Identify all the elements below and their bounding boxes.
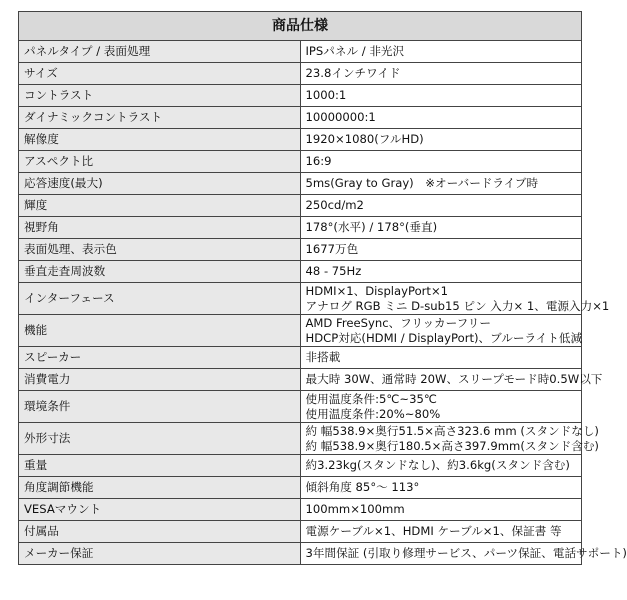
value-line: 250cd/m2 xyxy=(305,198,364,212)
table-row xyxy=(19,455,582,477)
row-value xyxy=(300,499,582,521)
value-line: 電源ケーブル×1、HDMI ケーブル×1、保証書 等 xyxy=(305,524,562,538)
table-title: 商品仕様 xyxy=(19,12,582,41)
table-row xyxy=(19,391,582,423)
table-row xyxy=(19,195,582,217)
row-label: 輝度 xyxy=(19,195,301,217)
table-row xyxy=(19,477,582,499)
value-line: 約 幅538.9×奥行51.5×高さ323.6 mm (スタンドなし) xyxy=(305,423,599,438)
value-line: 1677万色 xyxy=(305,242,359,256)
value-line: 23.8インチワイド xyxy=(305,66,401,80)
value-line: IPSパネル / 非光沢 xyxy=(305,44,405,58)
row-value xyxy=(300,347,582,369)
row-value xyxy=(300,477,582,499)
row-label: ダイナミックコントラスト xyxy=(19,107,301,129)
row-value xyxy=(300,239,582,261)
value-line: AMD FreeSync、フリッカーフリー xyxy=(305,315,491,330)
value-line: アナログ RGB ミニ D-sub15 ピン 入力× 1、電源入力×1 xyxy=(305,298,610,313)
value-line: 非搭載 xyxy=(305,350,341,364)
row-label: メーカー保証 xyxy=(19,543,301,565)
row-label: 外形寸法 xyxy=(19,423,301,455)
row-value xyxy=(300,63,582,85)
value-line: 使用温度条件:5℃~35℃ xyxy=(305,391,437,406)
row-label: 角度調節機能 xyxy=(19,477,301,499)
table-row xyxy=(19,521,582,543)
row-label: 消費電力 xyxy=(19,369,301,391)
row-value xyxy=(300,41,582,63)
table-row xyxy=(19,107,582,129)
value-line: 1000:1 xyxy=(305,88,347,102)
spec-body xyxy=(19,41,627,565)
table-row xyxy=(19,261,582,283)
value-line: 48 - 75Hz xyxy=(305,264,362,278)
row-value xyxy=(300,543,627,565)
row-value xyxy=(300,261,582,283)
value-line: HDMI×1、DisplayPort×1 xyxy=(305,283,449,298)
value-line: 5ms(Gray to Gray) ※オーバードライブ時 xyxy=(305,176,539,190)
row-value xyxy=(300,129,582,151)
value-line: HDCP対応(HDMI / DisplayPort)、ブルーライト低減 xyxy=(305,330,583,345)
row-label: サイズ xyxy=(19,63,301,85)
row-value xyxy=(300,369,603,391)
table-row xyxy=(19,41,582,63)
row-value xyxy=(300,423,599,455)
row-label: 視野角 xyxy=(19,217,301,239)
table-row xyxy=(19,283,582,315)
table-row xyxy=(19,499,582,521)
table-row xyxy=(19,543,582,565)
table-row xyxy=(19,217,582,239)
row-value xyxy=(300,315,582,347)
value-line: 10000000:1 xyxy=(305,110,376,124)
row-label: 応答速度(最大) xyxy=(19,173,301,195)
row-label: コントラスト xyxy=(19,85,301,107)
title-row xyxy=(19,12,582,41)
row-label: 解像度 xyxy=(19,129,301,151)
row-value xyxy=(300,391,582,423)
row-label: スピーカー xyxy=(19,347,301,369)
row-label: 重量 xyxy=(19,455,301,477)
row-label: 環境条件 xyxy=(19,391,301,423)
row-value xyxy=(300,85,582,107)
table-row xyxy=(19,239,582,261)
table-row xyxy=(19,423,582,455)
value-line: 178°(水平) / 178°(垂直) xyxy=(305,220,438,234)
row-label: 表面処理、表示色 xyxy=(19,239,301,261)
value-line: 3年間保証 (引取り修理サービス、パーツ保証、電話サポート) xyxy=(305,546,627,560)
row-value xyxy=(300,195,582,217)
table-row xyxy=(19,369,582,391)
table-row xyxy=(19,315,582,347)
value-line: 100mm×100mm xyxy=(305,502,405,516)
row-value xyxy=(300,217,582,239)
row-value xyxy=(300,151,582,173)
value-line: 16:9 xyxy=(305,154,332,168)
value-line: 約3.23kg(スタンドなし)、約3.6kg(スタンド含む) xyxy=(305,458,570,472)
table-row xyxy=(19,63,582,85)
table-row xyxy=(19,129,582,151)
value-line: 約 幅538.9×奥行180.5×高さ397.9mm(スタンド含む) xyxy=(305,438,599,453)
row-label: 付属品 xyxy=(19,521,301,543)
value-line: 使用温度条件:20%~80% xyxy=(305,406,441,421)
row-label: パネルタイプ / 表面処理 xyxy=(19,41,301,63)
spec-table xyxy=(18,11,627,565)
row-value xyxy=(300,455,582,477)
row-label: 機能 xyxy=(19,315,301,347)
value-line: 最大時 30W、通常時 20W、スリープモード時0.5W以下 xyxy=(305,372,603,386)
value-line: 傾斜角度 85°～ 113° xyxy=(305,480,420,494)
row-label: アスペクト比 xyxy=(19,151,301,173)
table-row xyxy=(19,151,582,173)
value-line: 1920×1080(フルHD) xyxy=(305,132,424,146)
row-label: VESAマウント xyxy=(19,499,301,521)
row-value xyxy=(300,521,582,543)
table-row xyxy=(19,85,582,107)
row-value xyxy=(300,173,582,195)
table-row xyxy=(19,347,582,369)
row-value xyxy=(300,283,610,315)
table-row xyxy=(19,173,582,195)
row-label: インターフェース xyxy=(19,283,301,315)
row-value xyxy=(300,107,582,129)
row-label: 垂直走査周波数 xyxy=(19,261,301,283)
